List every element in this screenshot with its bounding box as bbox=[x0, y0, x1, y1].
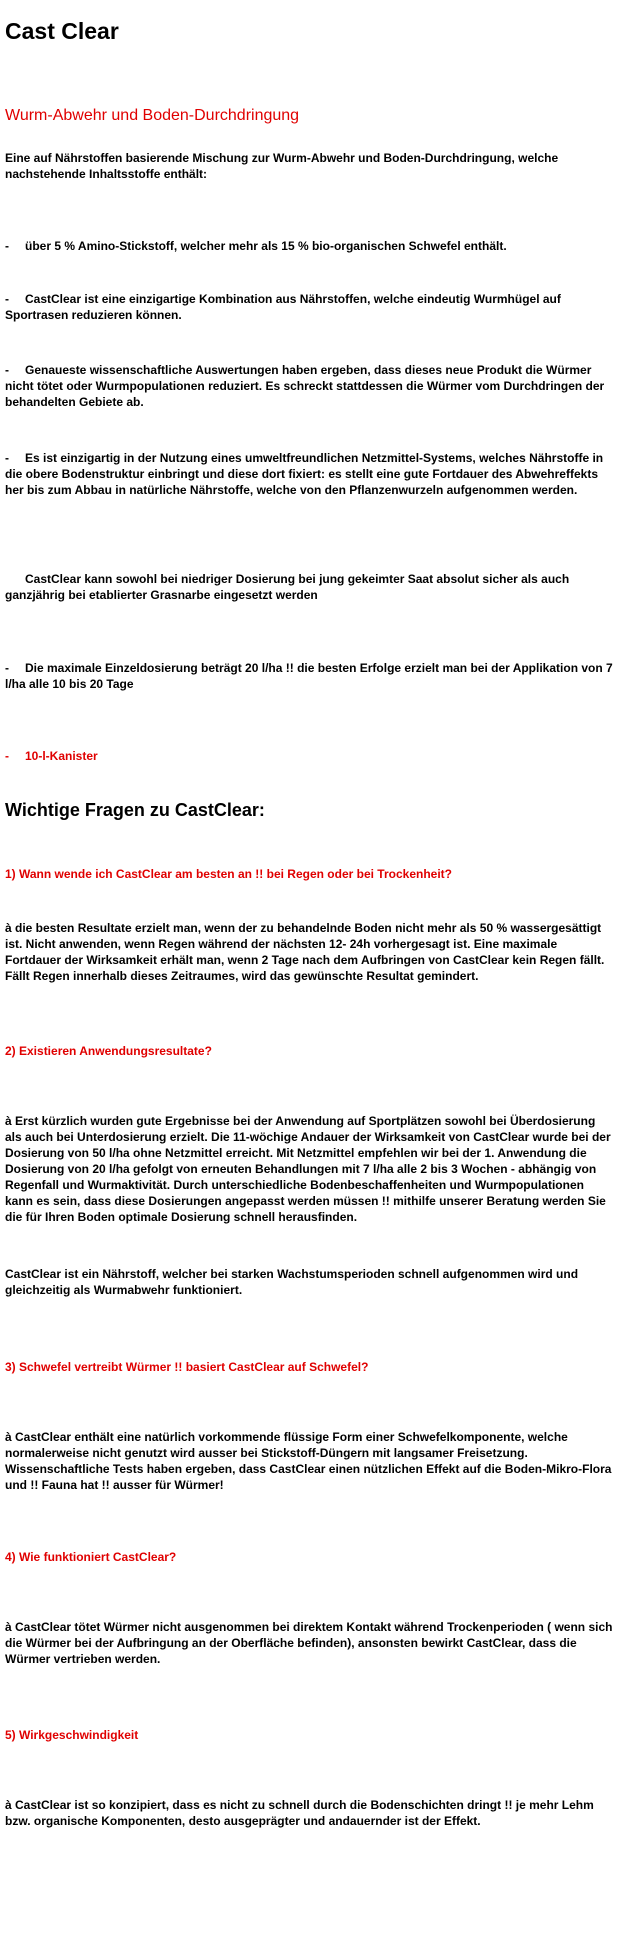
bullet-dash: - bbox=[5, 239, 9, 253]
bullet-text: Es ist einzigartig in der Nutzung eines umweltfreundlichen Netzmittel-Systems, welches Nährstoffe in die obere Bodenstruktur einbringt und diese dort fixiert: es stellt eine gute Fortdauer des Abwehreffekts her bis zum Abbau in natürliche Nährstoffe, welche von den Pflanzenwurzeln aufgenommen werden. bbox=[5, 451, 604, 497]
bullet-item bbox=[5, 291, 613, 323]
bullet-item bbox=[5, 362, 613, 410]
bullet-item bbox=[5, 748, 613, 764]
faq-answer: à Erst kürzlich wurden gute Ergebnisse bei der Anwendung auf Sportplätzen sowohl bei Überdosierung als auch bei Unterdosierung erzielt. Die 11-wöchige Andauer der Wirksamkeit von CastClear wurde bei der Dosierung von 50 l/ha ohne Netzmittel erreicht. Mit Netzmittel empfehlen wir bei der 1. Anwendung die Dosierung von 20 l/ha gefolgt von erneuten Behandlungen mit 7 l/ha alle 2 bis 3 Wochen - abhängig von Regenfall und Wurmaktivität. Durch unterschiedliche Bodenbeschaffenheiten und Wurmpopulationen kann es sein, dass diese Dosierungen angepasst werden müssen !! mithilfe unserer Beratung werden Sie die für Ihren Boden optimale Dosierung schnell herausfinden. bbox=[5, 1114, 611, 1224]
bullet-dash: - bbox=[5, 363, 9, 377]
bullet-dash: - bbox=[5, 292, 9, 306]
faq-question: 5) Wirkgeschwindigkeit bbox=[5, 1728, 139, 1742]
paragraph bbox=[5, 571, 613, 603]
faq-question: 3) Schwefel vertreibt Würmer !! basiert CastClear auf Schwefel? bbox=[5, 1360, 369, 1374]
faq-question: 1) Wann wende ich CastClear am besten an !! bei Regen oder bei Trockenheit? bbox=[5, 867, 452, 881]
faq-answer: à CastClear ist so konzipiert, dass es nicht zu schnell durch die Bodenschichten dringt !! je mehr Lehm bzw. organische Komponenten, desto ausgeprägter und andauernder ist der Effekt. bbox=[5, 1798, 594, 1828]
bullet-text: über 5 % Amino-Stickstoff, welcher mehr als 15 % bio-organischen Schwefel enthält. bbox=[25, 239, 507, 253]
bullet-text: Genaueste wissenschaftliche Auswertungen haben ergeben, dass dieses neue Produkt die Würmer nicht tötet oder Wurmpopulationen reduziert. Es schreckt stattdessen die Würmer vom Durchdringen der behandelten Gebiete ab. bbox=[5, 363, 605, 409]
page-title: Cast Clear bbox=[5, 18, 119, 44]
bullet-item bbox=[5, 660, 613, 692]
faq-answer: à die besten Resultate erzielt man, wenn der zu behandelnde Boden nicht mehr als 50 % wassergesättigt ist. Nicht anwenden, wenn Regen während der nächsten 12- 24h vorhergesagt ist. Eine maximale Fortdauer der Wirksamkeit erhält man, wenn 2 Tage nach dem Aufbringen von CastClear kein Regen fällt. Fällt Regen innerhalb dieses Zeitraumes, wird das gewünschte Resultat gemindert. bbox=[5, 921, 605, 983]
intro-paragraph: Eine auf Nährstoffen basierende Mischung zur Wurm-Abwehr und Boden-Durchdringung, welche nachstehende Inhaltsstoffe enthält: bbox=[5, 151, 559, 181]
faq-heading: Wichtige Fragen zu CastClear: bbox=[5, 800, 265, 820]
faq-answer: CastClear ist ein Nährstoff, welcher bei starken Wachstumsperioden schnell aufgenommen wird und gleichzeitig als Wurmabwehr funktioniert. bbox=[5, 1267, 579, 1297]
bullet-item bbox=[5, 450, 613, 498]
bullet-text: CastClear ist eine einzigartige Kombination aus Nährstoffen, welche eindeutig Wurmhügel auf Sportrasen reduzieren können. bbox=[5, 292, 561, 322]
faq-answer: à CastClear enthält eine natürlich vorkommende flüssige Form einer Schwefelkomponente, welche normalerweise nicht genutzt wird ausser bei Stickstoff-Düngern mit langsamer Freisetzung. Wissenschaftliche Tests haben ergeben, dass CastClear einen nützlichen Effekt auf die Boden-Mikro-Flora und !! Fauna hat !! ausser für Würmer! bbox=[5, 1430, 612, 1492]
bullet-dash: - bbox=[5, 661, 9, 675]
bullet-dash: - bbox=[5, 451, 9, 465]
bullet-dash: - bbox=[5, 749, 9, 763]
faq-answer: à CastClear tötet Würmer nicht ausgenommen bei direktem Kontakt während Trockenperioden ( wenn sich die Würmer bei der Aufbringung an der Oberfläche befinden), ansonsten bewirkt CastClear, dass die Würmer vertrieben werden. bbox=[5, 1620, 613, 1666]
bullet-item bbox=[5, 238, 613, 254]
faq-question: 4) Wie funktioniert CastClear? bbox=[5, 1550, 177, 1564]
paragraph-text: CastClear kann sowohl bei niedriger Dosierung bei jung gekeimter Saat absolut sicher als auch ganzjährig bei etablierter Grasnarbe eingesetzt werden bbox=[5, 572, 570, 602]
faq-question: 2) Existieren Anwendungsresultate? bbox=[5, 1044, 212, 1058]
page-subtitle: Wurm-Abwehr und Boden-Durchdringung bbox=[5, 107, 300, 124]
bullet-text: 10-l-Kanister bbox=[25, 749, 98, 763]
bullet-text: Die maximale Einzeldosierung beträgt 20 l/ha !! die besten Erfolge erzielt man bei der Applikation von 7 l/ha alle 10 bis 20 Tage bbox=[5, 661, 613, 691]
